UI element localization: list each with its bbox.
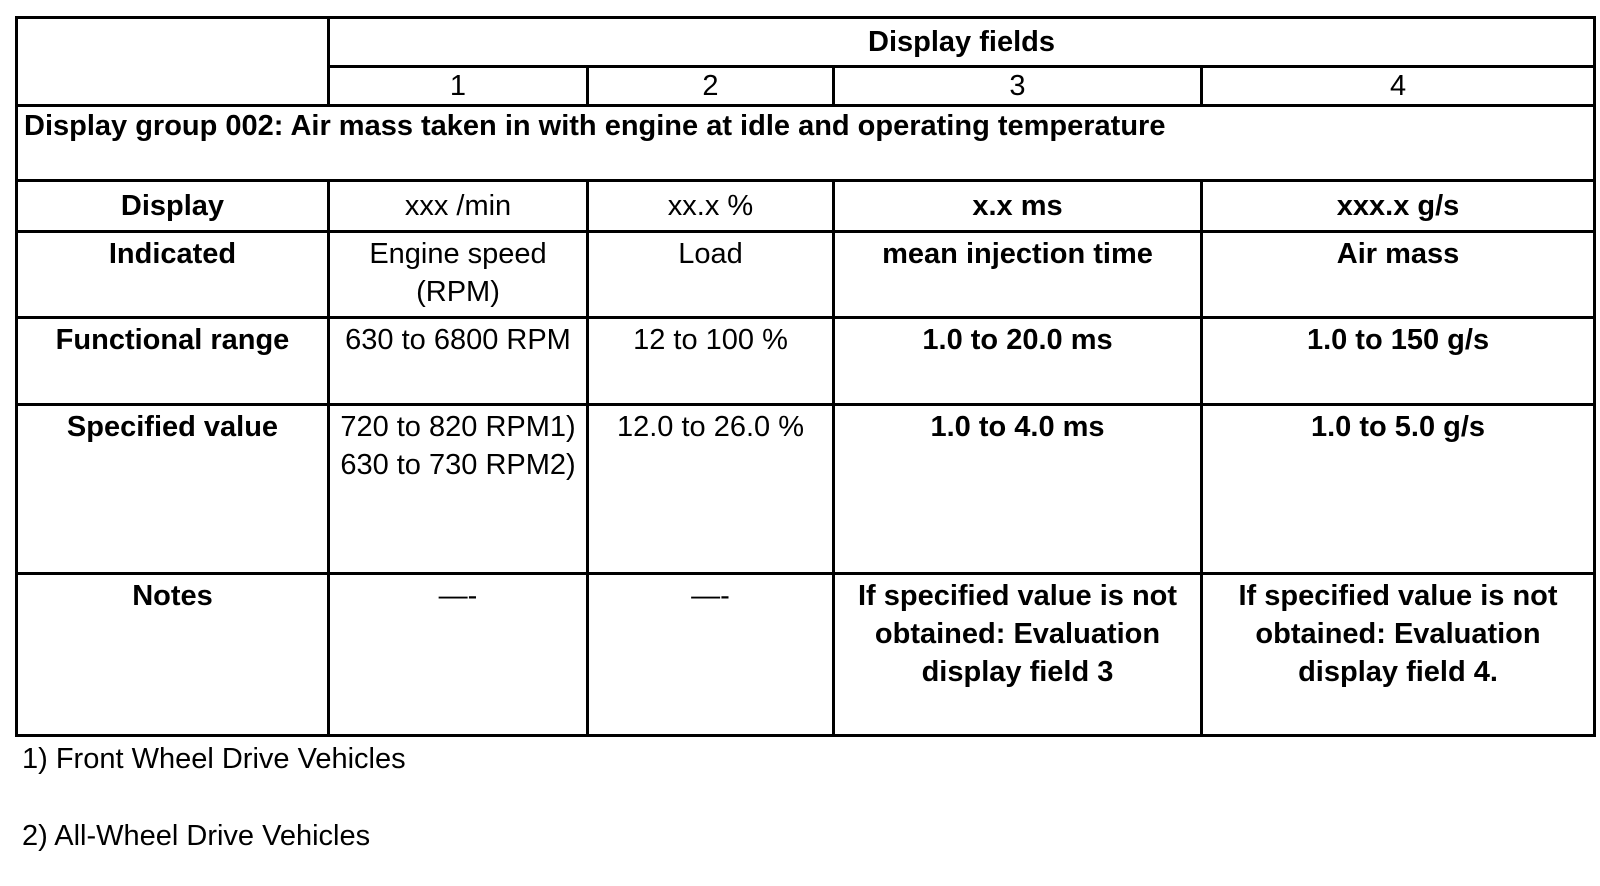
indicated-field-2: Load <box>588 232 834 318</box>
footnote-front-wheel-drive: 1) Front Wheel Drive Vehicles <box>22 743 406 775</box>
field-number-3: 3 <box>834 67 1202 106</box>
functional-range-field-2: 12 to 100 % <box>588 318 834 405</box>
display-field-2: xx.x % <box>588 181 834 232</box>
specified-value-awd: 630 to 730 RPM2) <box>340 449 576 481</box>
notes-field-2: —- <box>588 574 834 736</box>
header-row <box>17 18 1595 67</box>
field-number-4: 4 <box>1202 67 1595 106</box>
display-row <box>17 181 1595 232</box>
indicated-row <box>17 232 1595 318</box>
indicated-field-1: Engine speed (RPM) <box>329 232 588 318</box>
notes-label: Notes <box>17 574 329 736</box>
corner-cell <box>17 18 329 106</box>
specified-value-field-3: 1.0 to 4.0 ms <box>834 405 1202 574</box>
indicated-label: Indicated <box>17 232 329 318</box>
specified-value-field-2: 12.0 to 26.0 % <box>588 405 834 574</box>
indicated-field-3: mean injection time <box>834 232 1202 318</box>
field-number-1: 1 <box>329 67 588 106</box>
footnote-all-wheel-drive: 2) All-Wheel Drive Vehicles <box>22 820 371 852</box>
display-group-table <box>15 16 1596 737</box>
display-fields-heading: Display fields <box>329 18 1595 67</box>
specified-value-label: Specified value <box>17 405 329 574</box>
functional-range-field-1: 630 to 6800 RPM <box>329 318 588 405</box>
functional-range-field-3: 1.0 to 20.0 ms <box>834 318 1202 405</box>
group-title-row <box>17 106 1595 181</box>
functional-range-row <box>17 318 1595 405</box>
specified-value-fwd: 720 to 820 RPM1) <box>340 411 576 443</box>
display-group-title: Display group 002: Air mass taken in with engine at idle and operating temperature <box>17 106 1595 181</box>
field-number-2: 2 <box>588 67 834 106</box>
functional-range-field-4: 1.0 to 150 g/s <box>1202 318 1595 405</box>
notes-field-3: If specified value is not obtained: Evaluation display field 3 <box>834 574 1202 736</box>
functional-range-label: Functional range <box>17 318 329 405</box>
display-label: Display <box>17 181 329 232</box>
display-field-3: x.x ms <box>834 181 1202 232</box>
indicated-field-4: Air mass <box>1202 232 1595 318</box>
notes-field-1: —- <box>329 574 588 736</box>
display-field-4: xxx.x g/s <box>1202 181 1595 232</box>
display-field-1: xxx /min <box>329 181 588 232</box>
notes-row <box>17 574 1595 736</box>
specified-value-row <box>17 405 1595 574</box>
specified-value-field-4: 1.0 to 5.0 g/s <box>1202 405 1595 574</box>
notes-field-4: If specified value is not obtained: Evaluation display field 4. <box>1202 574 1595 736</box>
specified-value-field-1 <box>329 405 588 574</box>
